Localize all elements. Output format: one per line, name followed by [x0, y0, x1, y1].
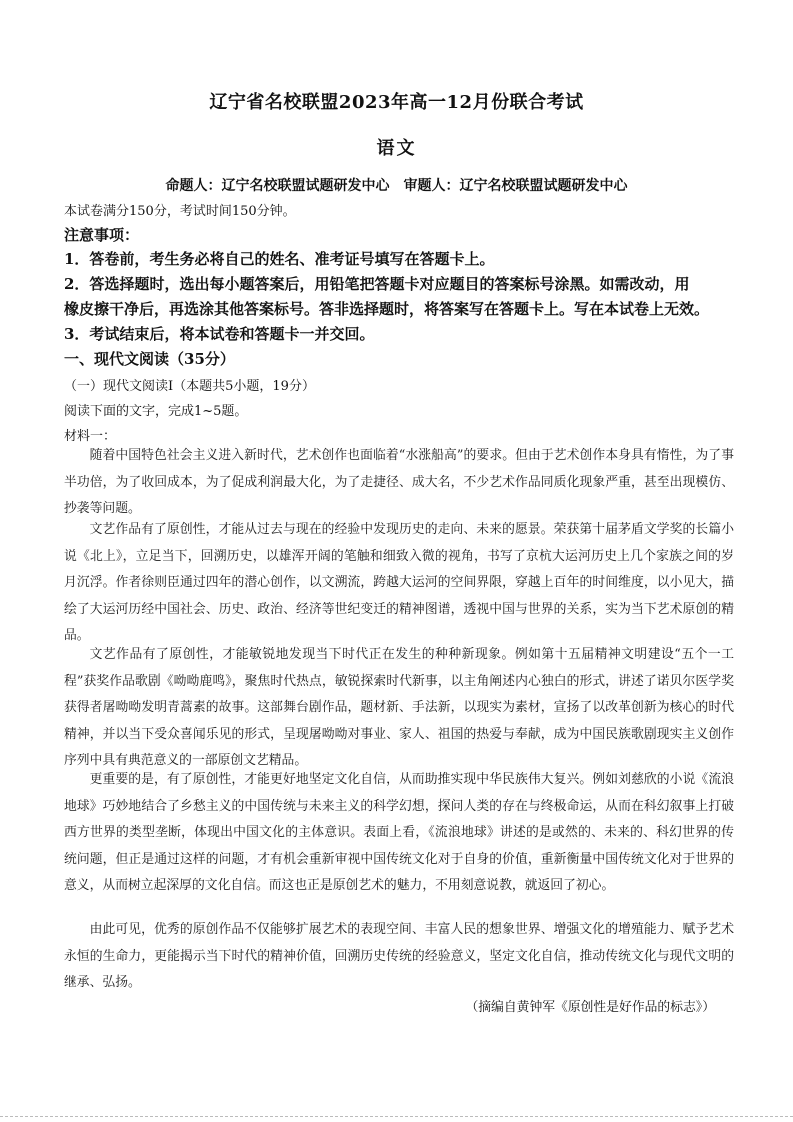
- paragraph-2: 文艺作品有了原创性，才能从过去与现在的经验中发现历史的走向、未来的愿景。荣获第十届茅盾文学奖的长篇小说《北上》，立足当下，回溯历史，以雄浑开阔的笔触和细致入微的视角，书写了京杭大运河历史上几个家族之间的岁月沉浮。作者徐则臣通过四年的潜心创作，以文溯流，跨越大运河的空间界限，穿越上百年的时间维度，以小见大，描绘了大运河历经中国社会、历史、政治、经济等世纪变迁的精神图谱，透视中国与世界的关系，实为当下艺术原创的精品。: [64, 522, 734, 643]
- paragraph-5: 由此可见，优秀的原创作品不仅能够扩展艺术的表现空间、丰富人民的想象世界、增强文化的增殖能力、赋予艺术永恒的生命力，更能揭示当下时代的精神价值，回溯历史传统的经验意义，坚定文化自信，推动传统文化与现代文明的继承、弘扬。: [64, 922, 734, 990]
- material-label: 材料一：: [64, 429, 117, 444]
- notice-item-2: 2．答选择题时，选出每小题答案后，用铅笔把答题卡对应题目的答案标号涂黑。如需改动，用: [64, 275, 690, 293]
- page-bottom-divider: [0, 1116, 793, 1117]
- section-subheading: （一）现代文阅读Ⅰ（本题共5小题，19分）: [64, 379, 315, 394]
- source-citation: （摘编自黄钟军《原创性是好作品的标志》）: [465, 1000, 715, 1015]
- exam-title: 辽宁省名校联盟2023年高一12月份联合考试: [209, 92, 584, 113]
- reading-instruction: 阅读下面的文字，完成1~5题。: [64, 404, 248, 419]
- subject-title: 语文: [376, 138, 417, 159]
- exam-info: 本试卷满分150分，考试时间150分钟。: [64, 204, 296, 219]
- notice-item-2-cont: 橡皮擦干净后，再选涂其他答案标号。答非选择题时，将答案写在答题卡上。写在本试卷上无效。: [64, 300, 710, 318]
- notice-heading: 注意事项：: [64, 226, 140, 244]
- paragraph-1: 随着中国特色社会主义进入新时代，艺术创作也面临着“水涨船高”的要求。但由于艺术创作本身具有惰性，为了事半功倍，为了收回成本，为了促成利润最大化，为了走捷径、成大名，不少艺术作品同质化现象严重，甚至出现模仿、抄袭等问题。: [64, 448, 734, 516]
- section-heading: 一、现代文阅读（35分）: [64, 350, 235, 368]
- notice-item-1: 1．答卷前，考生务必将自己的姓名、准考证号填写在答题卡上。: [64, 250, 495, 268]
- notice-item-3: 3．考试结束后，将本试卷和答题卡一并交回。: [64, 325, 375, 343]
- paragraph-3: 文艺作品有了原创性，才能敏锐地发现当下时代正在发生的种种新现象。例如第十五届精神文明建设“五个一工程”获奖作品歌剧《呦呦鹿鸣》，聚焦时代热点，敏锐探索时代新事，以主角阐述内心独白的形式，讲述了诺贝尔医学奖获得者屠呦呦发明青蒿素的故事。这部舞台剧作品，题材新、手法新，以现实为素材，宣扬了以改革创新为核心的时代精神，并以当下受众喜闻乐见的形式，呈现屠呦呦对事业、家人、祖国的热爱与奉献，成为中国民族歌剧现实主义创作序列中具有典范意义的一部原创文艺精品。: [64, 647, 734, 768]
- authors-line: 命题人：辽宁名校联盟试题研发中心 审题人：辽宁名校联盟试题研发中心: [165, 178, 628, 194]
- paragraph-4: 更重要的是，有了原创性，才能更好地坚定文化自信，从而助推实现中华民族伟大复兴。例如刘慈欣的小说《流浪地球》巧妙地结合了乡愁主义的中国传统与未来主义的科学幻想，探问人类的存在与终极命运，从而在科幻叙事上打破西方世界的类型垄断，体现出中国文化的主体意识。表面上看，《流浪地球》讲述的是或然的、未来的、科幻世界的传统问题，但正是通过这样的问题，才有机会重新审视中国传统文化对于自身的价值，重新衡量中国传统文化对于世界的意义，从而树立起深厚的文化自信。而这也正是原创艺术的魅力，不用刻意说教，就返回了初心。: [64, 772, 734, 893]
